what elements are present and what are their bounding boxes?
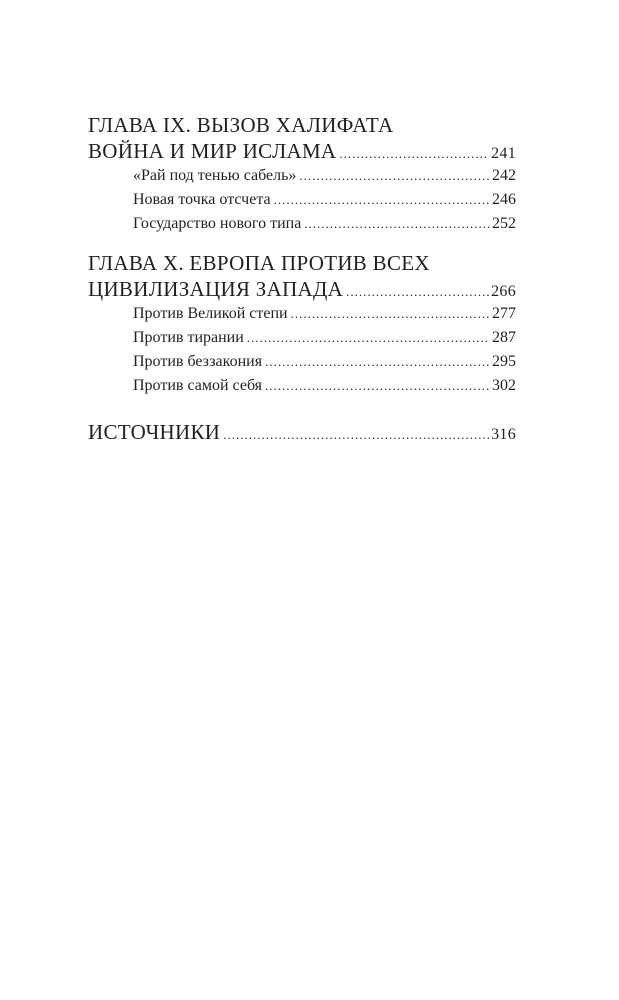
dot-leader [291, 302, 490, 326]
toc-entry-label: Против тирании [133, 329, 244, 346]
chapter-title: ГЛАВА IX. ВЫЗОВ ХАЛИФАТА [88, 113, 394, 137]
toc-subentry[interactable] [88, 302, 516, 326]
chapter-10 [88, 250, 516, 398]
dot-leader [247, 326, 490, 350]
dot-leader [223, 422, 489, 448]
toc-entry-label: Против самой себя [133, 377, 263, 394]
toc-entry[interactable] [88, 276, 516, 302]
toc-entry-label: ИСТОЧНИКИ [88, 420, 221, 444]
chapter-title: ГЛАВА X. ЕВРОПА ПРОТИВ ВСЕХ [88, 251, 430, 275]
toc-entry-label: Против Великой степи [133, 305, 288, 322]
chapter-9 [88, 112, 516, 236]
page-number: 277 [492, 305, 516, 322]
toc-entry-label: «Рай под тенью сабель» [133, 167, 297, 184]
dot-leader [299, 164, 490, 188]
page-number: 316 [491, 426, 516, 443]
toc-subentry[interactable] [88, 164, 516, 188]
toc-subentry[interactable] [88, 374, 516, 398]
toc-entry-label: Государство нового типа [133, 215, 302, 232]
page-number: 287 [492, 329, 516, 346]
toc-entry-label: Против беззакония [133, 353, 263, 370]
page-number: 246 [492, 191, 516, 208]
page-number: 295 [492, 353, 516, 370]
table-of-contents [88, 112, 516, 445]
toc-entry[interactable] [88, 138, 516, 164]
dot-leader [265, 350, 490, 374]
dot-leader [304, 212, 490, 236]
toc-subentry[interactable] [88, 188, 516, 212]
toc-entry-label: ВОЙНА И МИР ИСЛАМА [88, 139, 337, 163]
toc-entry-label: Новая точка отсчета [133, 191, 271, 208]
toc-entry-label: ЦИВИЛИЗАЦИЯ ЗАПАДА [88, 277, 344, 301]
page-number: 302 [492, 377, 516, 394]
dot-leader [274, 188, 490, 212]
toc-subentry[interactable] [88, 326, 516, 350]
page-number: 252 [492, 215, 516, 232]
dot-leader [265, 374, 490, 398]
toc-subentry[interactable] [88, 212, 516, 236]
page-number: 266 [491, 283, 516, 300]
page-number: 241 [491, 145, 516, 162]
page-number: 242 [492, 167, 516, 184]
toc-entry-sources[interactable] [88, 419, 516, 445]
toc-subentry[interactable] [88, 350, 516, 374]
